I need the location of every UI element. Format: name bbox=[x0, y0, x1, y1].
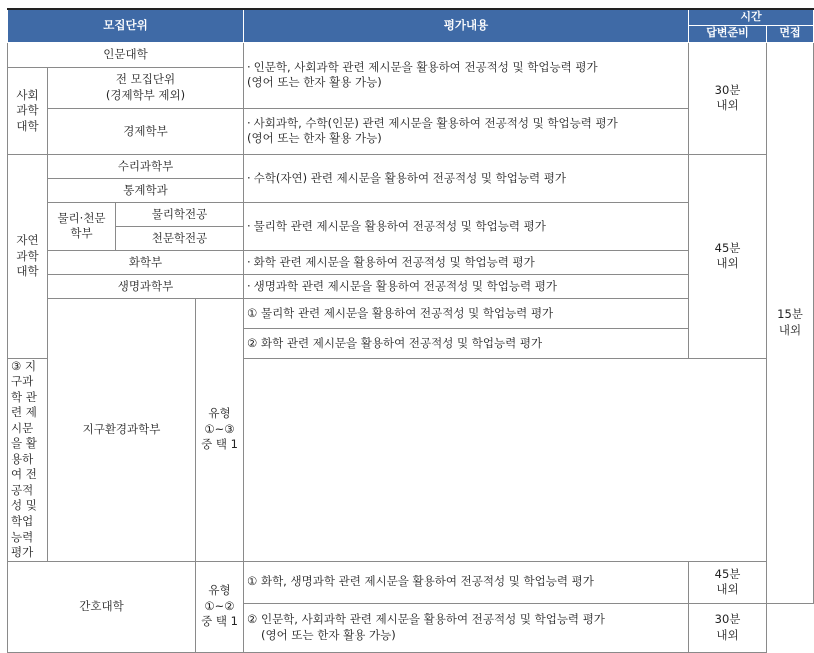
content-humanities-line1: 인문학, 사회과학 관련 제시문을 활용하여 전공적성 및 학업능력 평가 bbox=[253, 59, 598, 74]
unit-physics-major: 물리학전공 bbox=[116, 202, 244, 226]
unit-economics: 경제학부 bbox=[48, 108, 244, 154]
unit-biology: 생명과학부 bbox=[48, 274, 244, 298]
evaluation-table bbox=[7, 8, 814, 653]
nursing-type bbox=[196, 561, 244, 652]
content-math-text: 수학(자연) 관련 제시문을 활용하여 전공적성 및 학업능력 평가 bbox=[253, 170, 566, 185]
content-nursing-opt2-line1: ② 인문학, 사회과학 관련 제시문을 활용하여 전공적성 및 학업능력 평가 bbox=[247, 612, 605, 627]
header-unit: 모집단위 bbox=[8, 9, 244, 42]
header-interview: 면접 bbox=[767, 25, 814, 42]
content-humanities bbox=[244, 42, 689, 108]
time-nursing-2-text: 30분 내외 bbox=[714, 612, 741, 642]
unit-physics-text: 물리·천문 학부 bbox=[57, 210, 106, 241]
unit-all-line1: 전 모집단위 bbox=[115, 72, 176, 87]
content-chemistry bbox=[244, 250, 689, 274]
bullet: · bbox=[247, 170, 251, 185]
content-biology bbox=[244, 274, 689, 298]
content-nursing-opt2 bbox=[244, 603, 689, 652]
unit-physics bbox=[48, 202, 116, 250]
header-prep: 답변준비 bbox=[689, 25, 767, 42]
bullet: · bbox=[247, 218, 251, 233]
time-prep-30-text: 30분 내외 bbox=[714, 82, 741, 113]
unit-stats: 통계학과 bbox=[48, 178, 244, 202]
content-physics bbox=[244, 202, 689, 250]
time-prep-45-text: 45분 내외 bbox=[714, 240, 741, 271]
content-physics-text: 물리학 관련 제시문을 활용하여 전공적성 및 학업능력 평가 bbox=[253, 218, 546, 233]
content-earth-opt2: ② 화학 관련 제시문을 활용하여 전공적성 및 학업능력 평가 bbox=[244, 328, 689, 358]
content-biology-text: 생명과학 관련 제시문을 활용하여 전공적성 및 학업능력 평가 bbox=[253, 278, 557, 293]
unit-all-line2: (경제학부 제외) bbox=[105, 87, 186, 102]
content-earth-opt3: ③ 지구과학 관련 제시문을 활용하여 전공적성 및 학업능력 평가 bbox=[8, 358, 48, 561]
time-nursing-2 bbox=[689, 603, 767, 652]
unit-nursing: 간호대학 bbox=[8, 561, 196, 652]
bullet: · bbox=[247, 59, 251, 74]
unit-humanities: 인문대학 bbox=[8, 42, 244, 67]
group-social-text: 사회 과학 대학 bbox=[16, 87, 39, 133]
time-prep-30 bbox=[689, 42, 767, 154]
header-time: 시간 bbox=[689, 9, 814, 25]
bullet: · bbox=[247, 115, 251, 130]
bullet: · bbox=[247, 254, 251, 269]
content-chemistry-text: 화학 관련 제시문을 활용하여 전공적성 및 학업능력 평가 bbox=[253, 254, 535, 269]
content-nursing-opt1: ① 화학, 생명과학 관련 제시문을 활용하여 전공적성 및 학업능력 평가 bbox=[244, 561, 689, 603]
time-nursing-1-text: 45분 내외 bbox=[714, 566, 741, 597]
content-humanities-line2: (영어 또는 한자 활용 가능) bbox=[247, 75, 382, 90]
earth-type-text: 유형 ①~③ 중 택 1 bbox=[201, 406, 238, 452]
header-content: 평가내용 bbox=[244, 9, 689, 42]
unit-math: 수리과학부 bbox=[48, 154, 244, 178]
content-earth-opt1: ① 물리학 관련 제시문을 활용하여 전공적성 및 학업능력 평가 bbox=[244, 298, 689, 328]
unit-astronomy-major: 천문학전공 bbox=[116, 226, 244, 250]
content-economics bbox=[244, 108, 689, 154]
bullet: · bbox=[247, 278, 251, 293]
time-nursing-1 bbox=[689, 561, 767, 603]
unit-earth: 지구환경과학부 bbox=[48, 298, 196, 561]
content-math bbox=[244, 154, 689, 202]
content-nursing-opt2-line2: (영어 또는 한자 활용 가능) bbox=[261, 627, 396, 642]
unit-all bbox=[48, 67, 244, 108]
unit-chemistry: 화학부 bbox=[48, 250, 244, 274]
time-prep-45 bbox=[689, 154, 767, 358]
group-social bbox=[8, 67, 48, 154]
content-economics-line1: 사회과학, 수학(인문) 관련 제시문을 활용하여 전공적성 및 학업능력 평가 bbox=[253, 115, 618, 130]
earth-type bbox=[196, 298, 244, 561]
nursing-type-text: 유형 ①~② 중 택 1 bbox=[201, 583, 238, 629]
group-natural-text: 자연 과학 대학 bbox=[16, 233, 39, 279]
time-interview-15 bbox=[767, 42, 814, 603]
group-natural bbox=[8, 154, 48, 358]
content-economics-line2: (영어 또는 한자 활용 가능) bbox=[247, 131, 382, 146]
time-interview-15-text: 15분 내외 bbox=[777, 307, 803, 337]
